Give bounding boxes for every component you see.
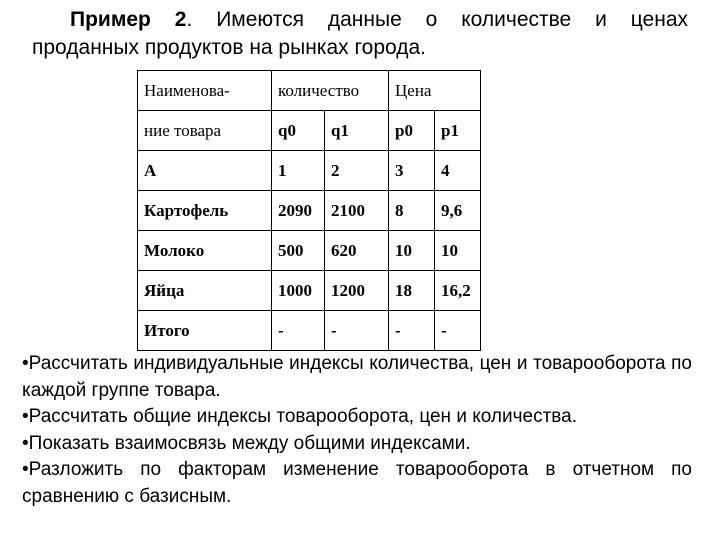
task-item: [22, 457, 692, 510]
table-index-row: [138, 151, 481, 191]
index-cell: 2: [325, 151, 389, 191]
q0-cell: 1000: [272, 271, 325, 311]
index-cell: 4: [435, 151, 481, 191]
header-price: Цена: [389, 71, 481, 111]
bullet-icon: •: [22, 353, 29, 374]
p0-cell: 18: [389, 271, 435, 311]
header-q1: q1: [325, 111, 389, 151]
q0-cell: 500: [272, 231, 325, 271]
total-label-cell: Итого: [138, 311, 272, 351]
example-heading: [32, 6, 688, 62]
q1-cell: 620: [325, 231, 389, 271]
product-name-cell: Яйца: [138, 271, 272, 311]
index-cell: 1: [272, 151, 325, 191]
q0-cell: -: [272, 311, 325, 351]
task-text: Разложить по факторам изменение товарооборота в отчетном по сравнению с базисным.: [22, 459, 692, 507]
header-quantity: количество: [272, 71, 389, 111]
sales-table: [137, 70, 481, 351]
table-row: [138, 271, 481, 311]
task-item: [22, 351, 692, 404]
table-row: [138, 231, 481, 271]
q1-cell: 1200: [325, 271, 389, 311]
p1-cell: -: [435, 311, 481, 351]
header-p1: p1: [435, 111, 481, 151]
header-q0: q0: [272, 111, 325, 151]
task-text: Показать взаимосвязь между общими индексами.: [28, 432, 471, 454]
header-product-name-part1: Наименова-: [138, 71, 272, 111]
task-text: Рассчитать индивидуальные индексы количества, цен и товарооборота по каждой группе товара.: [22, 353, 692, 401]
p0-cell: 10: [389, 231, 435, 271]
task-text: Рассчитать общие индексы товарооборота, цен и количества.: [28, 406, 577, 427]
bullet-icon: •: [22, 406, 29, 427]
bullet-icon: •: [22, 459, 29, 480]
task-list: [22, 351, 692, 510]
heading-line-1-text: . Имеются данные о количестве и ценах: [186, 8, 688, 31]
heading-line-1: [32, 6, 688, 34]
bullet-icon: •: [22, 432, 29, 454]
product-name-cell: Молоко: [138, 231, 272, 271]
q1-cell: -: [325, 311, 389, 351]
p1-cell: 9,6: [435, 191, 481, 231]
q0-cell: 2090: [272, 191, 325, 231]
p0-cell: 8: [389, 191, 435, 231]
index-cell: 3: [389, 151, 435, 191]
product-name-cell: Картофель: [138, 191, 272, 231]
heading-line-2: проданных продуктов на рынках города.: [32, 36, 427, 59]
task-item: [22, 431, 692, 458]
p1-cell: 10: [435, 231, 481, 271]
table-total-row: [138, 311, 481, 351]
p0-cell: -: [389, 311, 435, 351]
header-product-name-part2: ние товара: [138, 111, 272, 151]
header-p0: p0: [389, 111, 435, 151]
p1-cell: 16,2: [435, 271, 481, 311]
table-header-row-1: [138, 71, 481, 111]
index-cell: А: [138, 151, 272, 191]
table-header-row-2: [138, 111, 481, 151]
example-label: Пример 2: [70, 8, 187, 31]
q1-cell: 2100: [325, 191, 389, 231]
task-item: [22, 404, 692, 431]
table-row: [138, 191, 481, 231]
